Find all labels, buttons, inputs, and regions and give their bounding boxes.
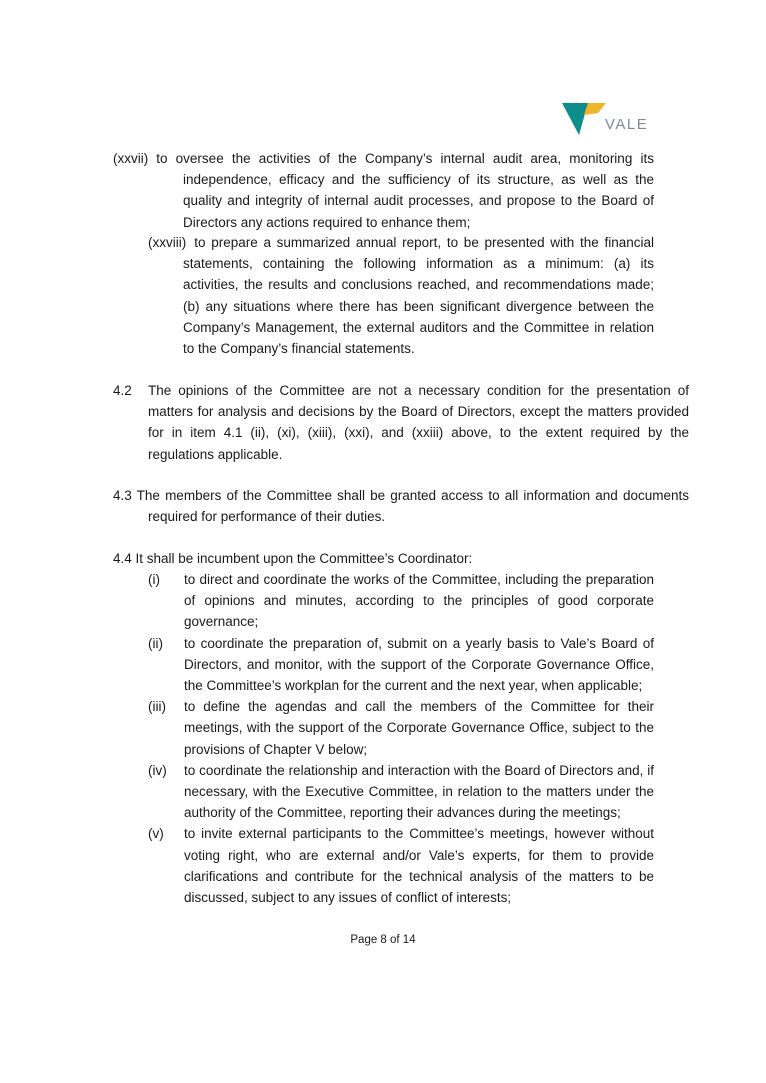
section-4-4-heading <box>113 548 654 569</box>
item-label: (v) <box>148 826 164 842</box>
list-item-i <box>148 569 654 633</box>
item-xxviii <box>148 232 654 359</box>
list-item-iii <box>148 696 654 760</box>
section-4-3 <box>113 485 689 527</box>
section-label: 4.2 <box>113 383 132 398</box>
item-label: (ii) <box>148 635 163 651</box>
item-text: to invite external participants to the Committee’s meetings, however without voting right, who are external and/or Vale’s experts, for them to provide clarifications and contribute for the technical analysis of the matters to be discussed, subject to any issues of conflict of interests; <box>184 826 654 906</box>
item-text: to prepare a summarized annual report, to be presented with the financial statements, containing the following information as a minimum: (a) its activities, the results and conclusions reached, and recommendations made; (b) any situations where there has been significant divergence between the Company’s Management, the external auditors and the Committee in relation to the Company’s financial statements. <box>183 235 654 357</box>
section-text: 4.3 The members of the Committee shall be granted access to all information and documents required for performance of their duties. <box>113 488 689 525</box>
item-label: (xxviii) <box>148 235 187 250</box>
section-text: 4.4 It shall be incumbent upon the Committee’s Coordinator: <box>113 551 473 566</box>
item-label: (iii) <box>148 699 166 715</box>
section-4-4-list <box>148 569 654 908</box>
vale-logo-text: VALE <box>605 116 649 133</box>
item-text: to define the agendas and call the members of the Committee for their meetings, with the support of the Corporate Governance Office, subject to the provisions of Chapter V below; <box>184 699 654 757</box>
section-4-2 <box>113 380 689 465</box>
item-text: to coordinate the preparation of, submit on a yearly basis to Vale’s Board of Directors, and monitor, with the support of the Corporate Governance Office, the Committee’s workplan for the current and the next year, when applicable; <box>184 635 654 694</box>
list-item-v <box>148 823 654 908</box>
item-label: (iv) <box>148 762 167 778</box>
item-xxvii <box>113 148 654 233</box>
vale-logo <box>562 101 652 137</box>
item-text: to direct and coordinate the works of the Committee, including the preparation of opinions and minutes, according to the principles of good corporate governance; <box>184 572 654 630</box>
item-text: to coordinate the relationship and interaction with the Board of Directors and, if necessary, with the Executive Committee, in relation to the matters under the authority of the Committee, reporting their advances during the meetings; <box>184 762 654 821</box>
section-text: The opinions of the Committee are not a necessary condition for the presentation of matters for analysis and decisions by the Board of Directors, except the matters provided for in item 4.1 (ii), (xi), (xiii), (xxi), and (xxiii) above, to the extent required by the regulations applicable. <box>148 383 689 462</box>
list-item-iv <box>148 760 654 824</box>
vale-logo-mark <box>562 101 606 137</box>
item-label: (i) <box>148 572 160 587</box>
list-item-ii <box>148 633 654 697</box>
page-number: Page 8 of 14 <box>350 934 416 946</box>
item-text-first: to oversee the activities of the Company’s internal audit area, monitoring its independence, efficacy and the sufficiency of its structure, as well as the quality and integrity of internal audit processes, and propose to the Board of Directors any actions required to enhance them; <box>156 151 654 230</box>
